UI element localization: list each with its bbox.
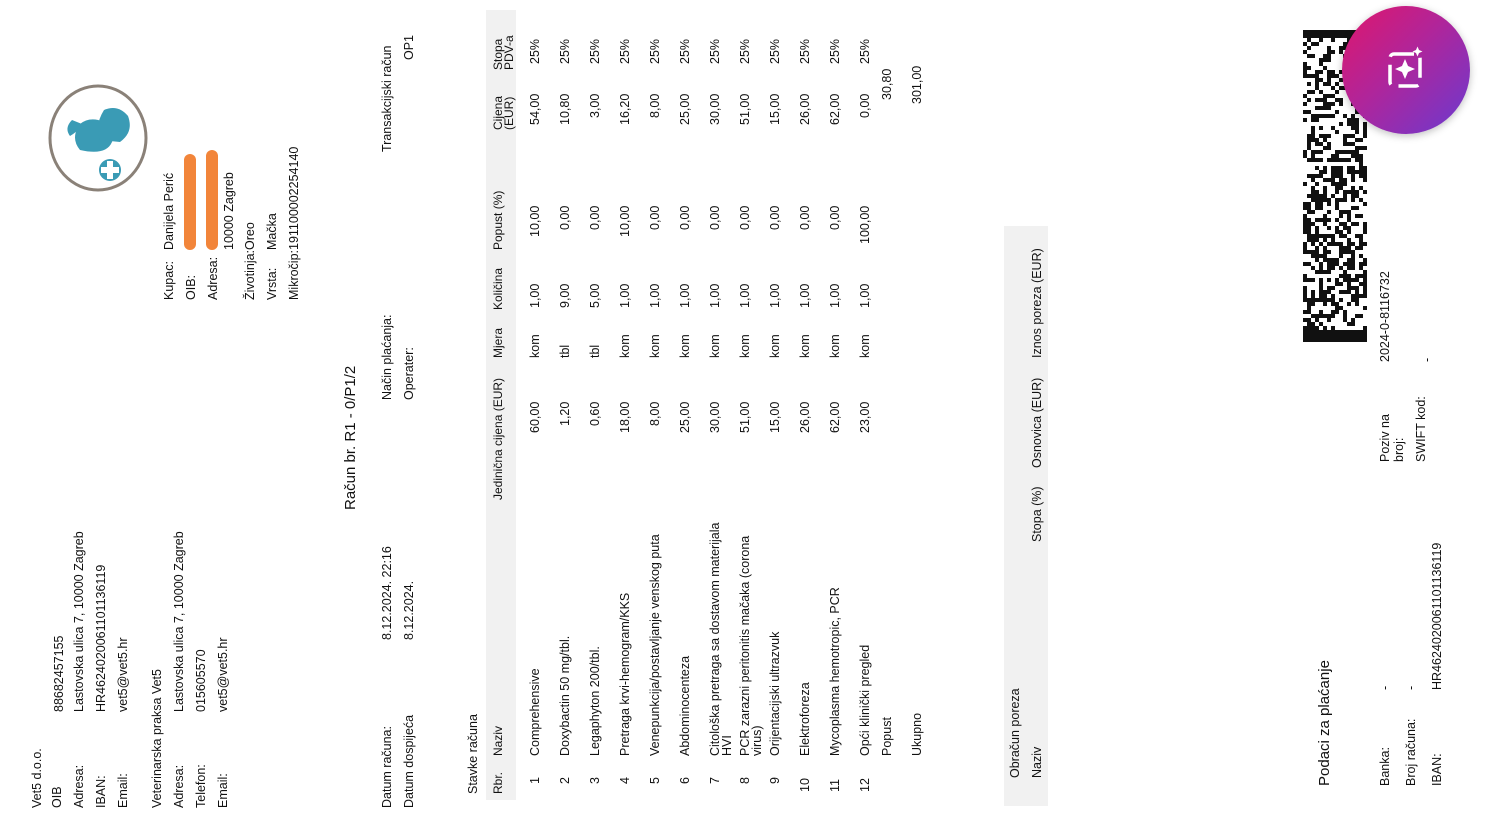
table-cell-cijena: 54,00 [528, 93, 542, 125]
ukupno-value: 301,00 [910, 65, 924, 104]
company-iban-label: IBAN: [94, 775, 108, 808]
table-cell-kol: 5,00 [588, 283, 602, 308]
table-cell-stopa: 25% [528, 38, 542, 64]
popust-label: Popust [880, 717, 894, 756]
table-cell-cijena: 26,00 [798, 93, 812, 125]
table-cell-naziv: Elektroforeza [798, 682, 812, 756]
table-cell-stopa: 25% [678, 38, 692, 64]
company-oib-label: OIB [50, 786, 64, 808]
table-cell-rbr: 10 [798, 778, 812, 792]
table-cell-cijena: 15,00 [768, 93, 782, 125]
company-email-label: Email: [116, 773, 130, 808]
practice-name: Veterinarska praksa Vet5 [150, 669, 164, 808]
table-cell-mjera: kom [738, 334, 752, 358]
table-cell-naziv: Pretraga krvi-hemogram/KKS [618, 592, 632, 756]
table-cell-kol: 1,00 [678, 283, 692, 308]
payment-swift: - [1420, 357, 1434, 362]
address-redaction [206, 150, 218, 250]
customer-vrsta: Mačka [265, 213, 279, 250]
table-cell-cijena: 0,00 [858, 93, 872, 118]
header-popust: Popust (%) [491, 190, 505, 250]
table-cell-popust: 0,00 [798, 205, 812, 230]
table-cell-popust: 0,00 [588, 205, 602, 230]
payment-broj-label: Broj računa: [1404, 718, 1418, 786]
header-jed-cijena: Jedinična cijena (EUR) [491, 377, 505, 500]
table-cell-cijena: 62,00 [828, 93, 842, 125]
table-cell-jed: 1,20 [558, 401, 572, 426]
table-cell-mjera: tbl [558, 344, 572, 358]
table-cell-naziv-cont: virus) [750, 725, 764, 756]
table-cell-jed: 18,00 [618, 401, 632, 433]
customer-oib-label: OIB: [184, 274, 198, 300]
table-cell-mjera: kom [648, 334, 662, 358]
customer-adresa-label: Adresa: [206, 256, 220, 300]
table-cell-cijena: 30,00 [708, 93, 722, 125]
table-cell-kol: 1,00 [708, 283, 722, 308]
practice-address-label: Adresa: [172, 764, 186, 808]
customer-kupac-label: Kupac: [162, 261, 176, 300]
table-cell-kol: 1,00 [648, 283, 662, 308]
table-cell-rbr: 4 [618, 777, 632, 784]
table-cell-mjera: kom [858, 334, 872, 358]
table-cell-rbr: 3 [588, 777, 602, 784]
table-cell-jed: 62,00 [828, 401, 842, 433]
table-cell-naziv: Venepunkcija/postavljanje venskog puta [648, 534, 662, 756]
table-cell-jed: 0,60 [588, 401, 602, 426]
table-cell-jed: 51,00 [738, 401, 752, 433]
payment-swift-label: SWIFT kod: [1414, 396, 1428, 462]
table-cell-jed: 15,00 [768, 401, 782, 433]
table-cell-stopa: 25% [588, 38, 602, 64]
table-cell-rbr: 5 [648, 777, 662, 784]
company-iban: HR4624020061101136119 [94, 564, 108, 712]
table-cell-jed: 26,00 [798, 401, 812, 433]
table-cell-naziv-cont: HVI [720, 735, 734, 756]
table-cell-popust: 0,00 [828, 205, 842, 230]
table-cell-naziv: Mycoplasma hemotropic, PCR [828, 587, 842, 756]
practice-email-label: Email: [216, 773, 230, 808]
company-email: vet5@vet5.hr [116, 637, 130, 712]
table-cell-naziv: Abdominocenteza [678, 655, 692, 756]
tax-osnovica: Osnovica (EUR) [1030, 377, 1044, 468]
customer-zivotinja-label: Životinja: [243, 249, 257, 300]
ukupno-label: Ukupno [910, 712, 924, 756]
tax-stopa: Stopa (%) [1030, 486, 1044, 542]
payment-title: Podaci za plaćanje [1316, 660, 1333, 786]
table-cell-kol: 1,00 [738, 283, 752, 308]
payment-iban-label: IBAN: [1430, 753, 1444, 786]
payment-poziv: 2024-0-8116732 [1378, 271, 1392, 362]
table-cell-kol: 1,00 [828, 283, 842, 308]
header-cijena-2: (EUR) [502, 96, 516, 130]
table-cell-popust: 0,00 [558, 205, 572, 230]
invoice-dospijeca: 8.12.2024. [402, 580, 416, 640]
customer-vrsta-label: Vrsta: [265, 267, 279, 300]
table-cell-mjera: kom [798, 334, 812, 358]
payment-poziv-label-1: Poziv na [1378, 414, 1392, 462]
invoice-operater-label: Operater: [402, 347, 416, 400]
table-cell-rbr: 8 [738, 777, 752, 784]
header-naziv: Naziv [491, 725, 505, 756]
customer-kupac: Danijela Perić [162, 172, 176, 250]
table-cell-stopa: 25% [768, 38, 782, 64]
table-cell-stopa: 25% [618, 38, 632, 64]
table-cell-popust: 0,00 [648, 205, 662, 230]
invoice-datum-label: Datum računa: [380, 726, 394, 808]
table-cell-cijena: 16,20 [618, 93, 632, 125]
table-cell-mjera: kom [708, 334, 722, 358]
table-cell-kol: 1,00 [768, 283, 782, 308]
table-cell-popust: 0,00 [738, 205, 752, 230]
table-cell-cijena: 3,00 [588, 93, 602, 118]
table-cell-jed: 30,00 [708, 401, 722, 433]
table-cell-naziv: Citološka pretraga sa dostavom materijala [708, 522, 722, 756]
table-cell-popust: 0,00 [768, 205, 782, 230]
invoice-title: Račun br. R1 - 0/P1/2 [342, 365, 359, 510]
table-cell-jed: 8,00 [648, 401, 662, 426]
table-cell-naziv: Comprehensive [528, 668, 542, 756]
table-cell-stopa: 25% [828, 38, 842, 64]
tax-title: Obračun poreza [1008, 688, 1022, 778]
invoice-dospijeca-label: Datum dospijeća [402, 714, 416, 808]
clinic-logo [40, 80, 158, 200]
table-cell-cijena: 10,80 [558, 93, 572, 125]
table-cell-cijena: 25,00 [678, 93, 692, 125]
payment-banka-label: Banka: [1378, 747, 1392, 786]
table-cell-stopa: 25% [558, 38, 572, 64]
table-cell-naziv: Legaphyton 200/tbl. [588, 646, 602, 756]
table-cell-popust: 10,00 [528, 205, 542, 237]
practice-phone: 015605570 [194, 649, 208, 712]
header-mjera: Mjera [491, 327, 505, 358]
table-cell-jed: 23,00 [858, 401, 872, 433]
table-cell-popust: 0,00 [678, 205, 692, 230]
practice-phone-label: Telefon: [194, 764, 208, 808]
table-cell-popust: 0,00 [708, 205, 722, 230]
table-cell-mjera: kom [678, 334, 692, 358]
table-cell-mjera: kom [828, 334, 842, 358]
header-stopa-1: Stopa [491, 38, 505, 70]
company-address: Lastovska ulica 7, 10000 Zagreb [72, 531, 86, 712]
table-cell-cijena: 51,00 [738, 93, 752, 125]
table-cell-kol: 1,00 [858, 283, 872, 308]
company-name: Vet5 d.o.o. [30, 748, 44, 808]
table-cell-naziv: Doxybactin 50 mg/tbl. [558, 635, 572, 756]
table-cell-mjera: kom [768, 334, 782, 358]
payment-poziv-label-2: broj: [1392, 437, 1406, 462]
tax-iznos: Iznos poreza (EUR) [1030, 248, 1044, 358]
payment-iban: HR4624020061101136119 [1430, 542, 1444, 690]
table-cell-rbr: 1 [528, 777, 542, 784]
ai-edit-fab[interactable] [1342, 6, 1470, 134]
table-cell-rbr: 7 [708, 777, 722, 784]
company-address-label: Adresa: [72, 764, 86, 808]
table-cell-rbr: 9 [768, 777, 782, 784]
invoice-datum: 8.12.2024. 22:16 [380, 546, 394, 640]
table-cell-kol: 1,00 [528, 283, 542, 308]
customer-mikrocip: 191100002254140 [287, 146, 301, 250]
table-cell-mjera: tbl [588, 344, 602, 358]
table-cell-stopa: 25% [648, 38, 662, 64]
table-cell-popust: 10,00 [618, 205, 632, 237]
table-cell-rbr: 11 [828, 779, 842, 792]
table-cell-stopa: 25% [798, 38, 812, 64]
invoice-operater: OP1 [402, 34, 416, 60]
table-cell-naziv: Orijentacijski ultrazvuk [768, 631, 782, 756]
table-cell-jed: 25,00 [678, 401, 692, 433]
table-cell-stopa: 25% [708, 38, 722, 64]
tax-naziv: Naziv [1030, 746, 1044, 778]
invoice-nacin: Transakcijski račun [380, 45, 394, 152]
practice-email: vet5@vet5.hr [216, 637, 230, 712]
oib-redaction [184, 154, 196, 250]
customer-zivotinja: Oreo [243, 222, 257, 250]
table-cell-kol: 1,00 [798, 283, 812, 308]
table-cell-stopa: 25% [738, 38, 752, 64]
table-cell-mjera: kom [528, 334, 542, 358]
table-cell-popust: 100,00 [858, 205, 872, 244]
payment-broj: - [1404, 685, 1418, 690]
table-cell-naziv: Opći klinički pregled [858, 644, 872, 756]
header-kolicina: Količina [491, 267, 505, 310]
payment-banka: - [1378, 685, 1392, 690]
header-rbr: Rbr. [491, 771, 505, 794]
image-sparkle-icon [1380, 44, 1432, 96]
invoice-nacin-label: Način plaćanja: [380, 314, 394, 400]
header-cijena-1: Cijena [491, 95, 505, 130]
company-oib: 88682457155 [52, 635, 66, 712]
table-cell-rbr: 12 [858, 778, 872, 792]
table-cell-mjera: kom [618, 334, 632, 358]
table-cell-kol: 1,00 [618, 283, 632, 308]
header-stopa-2: PDV-a [502, 35, 516, 70]
popust-value: 30,80 [880, 68, 894, 100]
customer-mikrocip-label: Mikročip: [287, 249, 301, 300]
practice-address: Lastovska ulica 7, 10000 Zagreb [172, 531, 186, 712]
table-cell-rbr: 2 [558, 777, 572, 784]
table-cell-kol: 9,00 [558, 283, 572, 308]
table-cell-naziv: PCR zarazni peritonitis mačaka (corona [738, 535, 752, 756]
table-cell-rbr: 6 [678, 777, 692, 784]
table-cell-jed: 60,00 [528, 401, 542, 433]
table-cell-cijena: 8,00 [648, 93, 662, 118]
customer-city: 10000 Zagreb [222, 172, 236, 250]
items-title: Stavke računa [466, 714, 480, 794]
table-cell-stopa: 25% [858, 38, 872, 64]
